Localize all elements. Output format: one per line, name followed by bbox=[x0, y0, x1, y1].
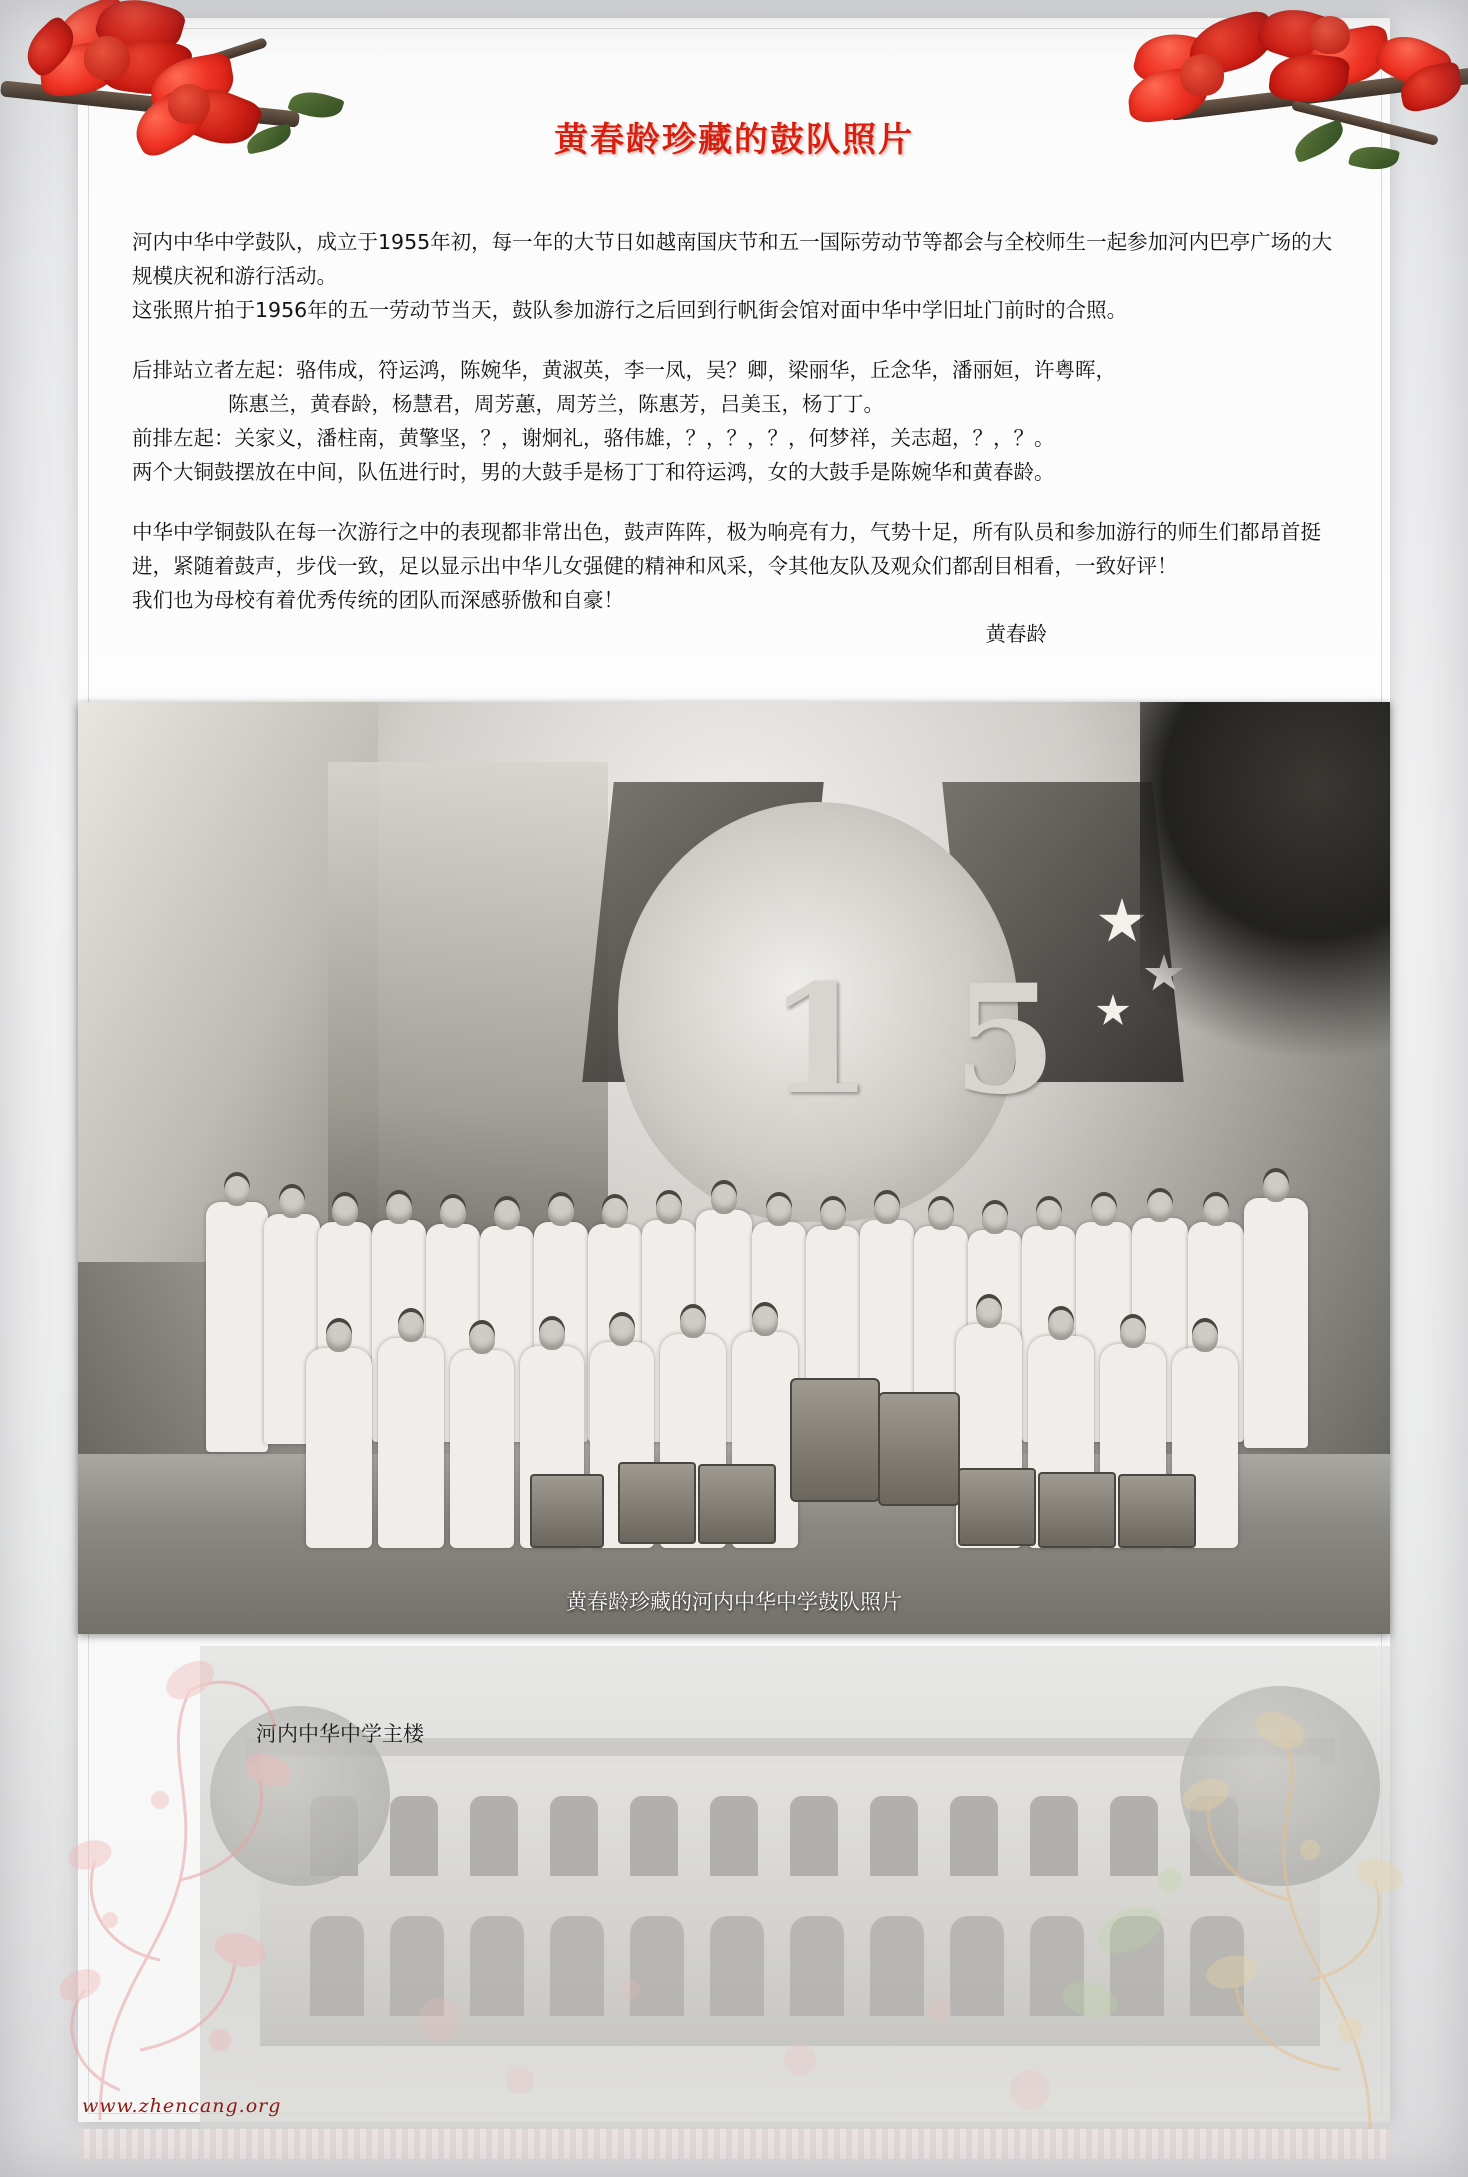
back-row-line-1 bbox=[132, 353, 1347, 387]
back-row-names-1: 骆伟成，符运鸿，陈婉华，黄淑英，李一凤，吴？卿，梁丽华，丘念华，潘丽姮，许粤晖， bbox=[296, 358, 1116, 382]
paragraph-closing-1: 中华中学铜鼓队在每一次游行之中的表现都非常出色，鼓声阵阵，极为响亮有力，气势十足，所有队员和参加游行的师生们都昂首挺进，紧随着鼓声，步伐一致，足以显示出中华儿女强健的精神和风采，令其他友队及观众们都刮目相看，一致好评！ bbox=[132, 520, 1321, 578]
paragraph-closing-2: 我们也为母校有着优秀传统的团队而深感骄傲和自豪！ bbox=[132, 588, 624, 612]
back-row-line-2: 陈惠兰，黄春龄，杨慧君，周芳蕙，周芳兰，陈惠芳，吕美玉，杨丁丁。 bbox=[228, 392, 884, 416]
drum-note-line: 两个大铜鼓摆放在中间，队伍进行时，男的大鼓手是杨丁丁和符运鸿，女的大鼓手是陈婉华和黄春龄。 bbox=[132, 460, 1055, 484]
back-row-label: 后排站立者左起： bbox=[132, 358, 296, 382]
front-row-line: 前排左起：关家义，潘柱南，黄擎坚，？，谢炯礼，骆伟雄，？，？，？，何梦祥，关志超，？，？。 bbox=[132, 426, 1055, 450]
article-body bbox=[132, 225, 1347, 651]
author-signature: 黄春龄 bbox=[985, 622, 1047, 646]
group-photo-caption: 黄春龄珍藏的河内中华中学鼓队照片 bbox=[566, 1590, 902, 1614]
page-title: 黄春龄珍藏的鼓队照片 bbox=[554, 120, 914, 160]
group-photo-image bbox=[78, 702, 1390, 1634]
building-caption: 河内中华中学主楼 bbox=[256, 1722, 424, 1746]
big-bronze-drum-right bbox=[878, 1392, 960, 1506]
bottom-decorative-strip bbox=[78, 2129, 1390, 2159]
monument-number: 1 5 bbox=[768, 952, 1071, 1128]
paragraph-intro-1: 河内中华中学鼓队，成立于1955年初，每一年的大节日如越南国庆节和五一国际劳动节等都会与全校师生一起参加河内巴亭广场的大规模庆祝和游行活动。 bbox=[132, 230, 1333, 288]
website-url: www.zhencang.org bbox=[82, 2095, 282, 2117]
group-photo bbox=[78, 702, 1390, 1634]
big-bronze-drum-left bbox=[790, 1378, 880, 1502]
paragraph-intro-2: 这张照片拍于1956年的五一劳动节当天，鼓队参加游行之后回到行帆街会馆对面中华中学旧址门前时的合照。 bbox=[132, 298, 1128, 322]
